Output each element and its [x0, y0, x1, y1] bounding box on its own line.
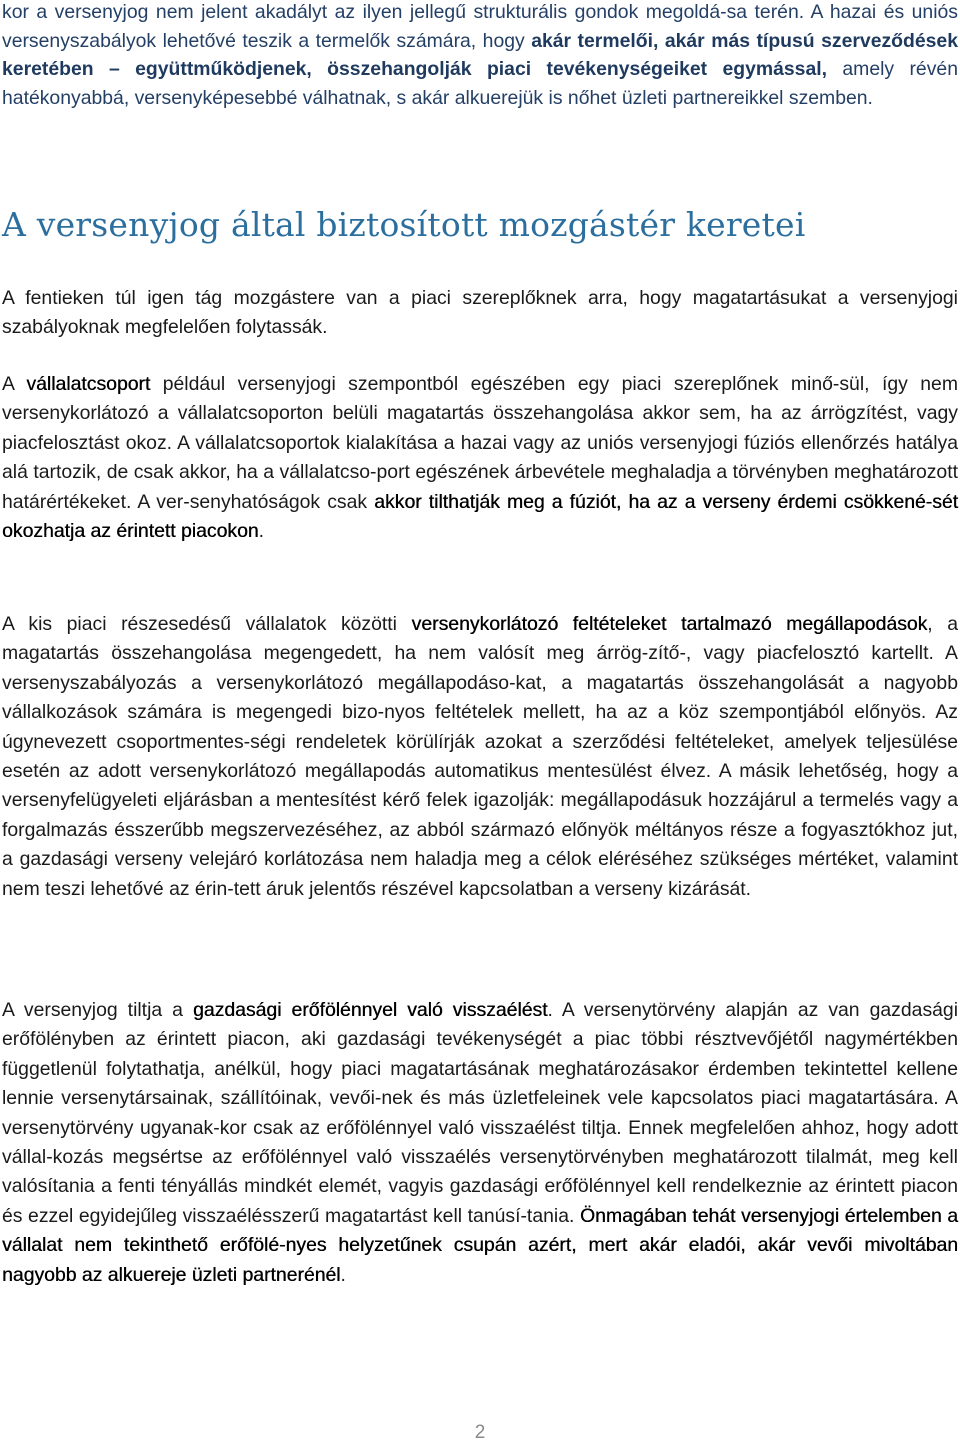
- p4-text-b: . A versenytörvény alapján az van gazdasági erőfölényben az érintett piacon, aki gazdasági tevékenységét a piac többi résztvevőjétől nagymértékben függetlenül folytathatja, anélkül, hogy piaci magatartásának meghatározásakor érdemben tekintettel kellene lennie versenytársainak, szállítóinak, vevői-nek és más üzletfeleinek vele kapcsolatos piaci magatartására. A versenytörvény ugyanak-kor csak az erőfölénnyel való visszaélést tiltja. Ennek megfelelően ahhoz, hogy adott vállal-kozás megsértse az erőfölénnyel való visszaélés versenytörvényben meghatározott tilalmát, meg kell valósítania a fenti tényállás mindkét elemét, vagyis gazdasági erőfölénnyel kell rendelkeznie az érintett piacon és ezzel egyidejűleg visszaélésszerű magatartást kell tanúsí-tania.: [2, 999, 959, 1227]
- p2-highlight-1: vállalatcsoport: [26, 373, 151, 395]
- p4-highlight-1: gazdasági erőfölénnyel való visszaélést: [193, 999, 548, 1021]
- section-heading: A versenyjog által biztosított mozgástér keretei: [2, 205, 806, 244]
- intro-paragraph: [2, 0, 958, 112]
- p4-text-a: A versenyjog tiltja a: [2, 999, 193, 1021]
- paragraph-4-text: [2, 996, 958, 1290]
- paragraph-3-text: [2, 610, 958, 904]
- intro-text: [2, 0, 958, 112]
- intro-text-part1: kor a versenyjog nem jelent akadályt az ilyen jellegű strukturális gondok megoldá-sa terén.: [2, 1, 811, 23]
- p4-text-c: .: [340, 1263, 346, 1286]
- p3-text-a: A kis piaci részesedésű vállalatok közötti: [2, 613, 412, 635]
- paragraph-2: [2, 370, 958, 546]
- paragraph-3: [2, 610, 958, 904]
- page-number: 2: [474, 1422, 486, 1443]
- intro-bold-phrase: akár termelői, akár más típusú szerveződések keretében – együttműködjenek, összehangolják piaci tevékenységeiket egymással,: [2, 29, 958, 81]
- paragraph-1: [2, 284, 958, 343]
- intro-text-part3: amely révén hatékonyabbá, versenyképesebbé válhatnak, s akár alkuerejük is nőhet üzleti partnereikkel szemben.: [2, 58, 958, 109]
- paragraph-4: [2, 996, 958, 1290]
- paragraph-1-text: A fentieken túl igen tág mozgástere van a piaci szereplőknek arra, hogy magatartásukat a versenyjogi szabályoknak megfelelően folytassák.: [2, 287, 958, 339]
- intro-text-part2: A hazai és uniós versenyszabályok lehetővé teszik a termelők számára, hogy: [2, 1, 958, 52]
- p3-text-b: , a magatartás összehangolása megengedett, ha nem valósít meg árrög-zítő-, vagy piacfelosztó kartellt. A versenyszabályozás a versenykorlátozó megállapodáso-kat, a magatartás összehangolását a nagyobb vállalkozások számára is megengedi bizo-nyos feltételek mellett, ha az a köz szempontjából előnyös. Az úgynevezett csoportmentes-ségi rendeletek körülírják azokat a szerződési feltételeket, amelyek teljesülése esetén az adott versenykorlátozó megállapodás automatikus mentesülést élvez. A másik lehetőség, hogy a versenyfelügyeleti eljárásban a mentesítést kérő felek igazolják: megállapodásuk hozzájárul a termelés vagy a forgalmazás ésszerűbb megszervezéséhez, az abból származó előnyök méltányos része a fogyasztókhoz jut, a gazdasági verseny velejáró korlátozása nem haladja meg a célok eléréséhez szükséges mértéket, valamint nem teszi lehetővé az érin-tett áruk jelentős részével kapcsolatban a verseny kizárását.: [2, 613, 958, 900]
- p2-text-b: például versenyjogi szempontból egészében egy piaci szereplőnek minő-sül, így nem versenykorlátozó a vállalatcsoporton belüli magatartás összehangolása akkor sem, ha az árrögzítést, vagy piacfelosztást okoz. A vállalatcsoportok kialakítása a hazai vagy az uniós versenyjogi fúziós ellenőrzés hatálya alá tartozik, de csak akkor, ha a vállalatcso-port egészének árbevétele meghaladja a törvényben meghatározott határértékeket. A ver-senyhatóságok csak: [2, 373, 958, 513]
- p2-highlight-2: akkor tilthatják meg a fúziót, ha az a verseny érdemi csökkené-sét okozhatja az érintett piacokon: [2, 490, 958, 543]
- p4-highlight-2: Önmagában tehát versenyjogi értelemben a vállalat nem tekinthető erőfölé-nyes helyzetűnek csupán azért, mert akár eladói, akár vevői mivoltában nagyobb az alkuereje üzleti partnerénél: [2, 1204, 958, 1286]
- p2-text-a: A: [2, 373, 27, 395]
- paragraph-2-text: [2, 370, 958, 546]
- p2-text-c: .: [258, 520, 264, 543]
- p3-highlight-1: versenykorlátozó feltételeket tartalmazó megállapodások: [411, 613, 928, 635]
